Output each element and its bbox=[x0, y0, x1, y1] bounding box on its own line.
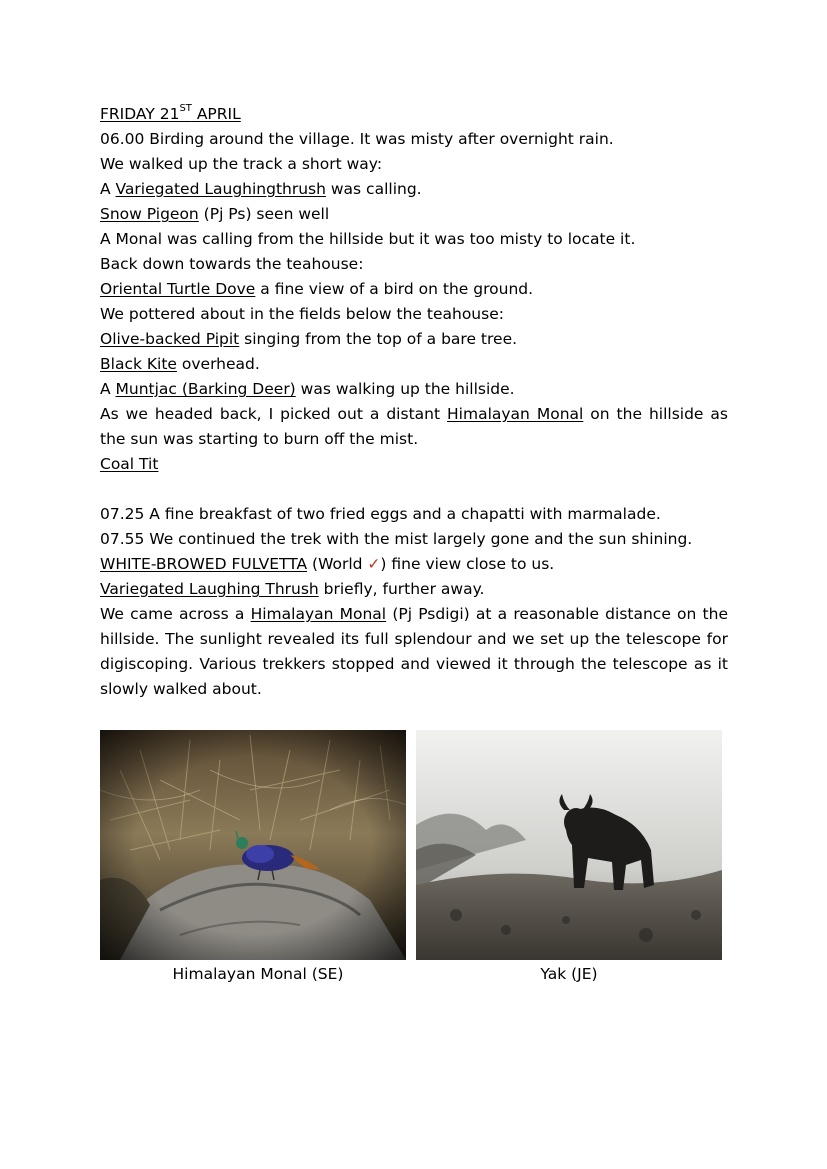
bird-name: WHITE-BROWED FULVETTA bbox=[100, 555, 308, 573]
text-line: We pottered about in the fields below the teahouse: bbox=[100, 305, 504, 323]
spacer bbox=[100, 477, 728, 502]
text-paragraph: We came across a Himalayan Monal (Pj Psdigi) at a reasonable distance on the hillside. The sunlight revealed its full splendour and we set up the telescope for digiscoping. Various trekkers stopped and viewed it through the telescope as it slowly walked about. bbox=[100, 605, 728, 698]
diary-entry bbox=[100, 102, 728, 702]
bird-name: Variegated Laughing Thrush bbox=[100, 580, 319, 598]
mammal-name: Muntjac (Barking Deer) bbox=[115, 380, 296, 398]
text-line: Oriental Turtle Dove a fine view of a bird on the ground. bbox=[100, 280, 534, 298]
text-line: Variegated Laughing Thrush briefly, further away. bbox=[100, 580, 485, 598]
text-line: 07.55 We continued the trek with the mist largely gone and the sun shining. bbox=[100, 530, 693, 548]
text-line: 07.25 A fine breakfast of two fried eggs and a chapatti with marmalade. bbox=[100, 505, 661, 523]
bird-name: Snow Pigeon bbox=[100, 205, 199, 223]
yak-photo bbox=[416, 730, 722, 960]
text-line: Back down towards the teahouse: bbox=[100, 255, 364, 273]
text-line: A Variegated Laughingthrush was calling. bbox=[100, 180, 422, 198]
bird-name: Coal Tit bbox=[100, 455, 159, 473]
text-line: Snow Pigeon (Pj Ps) seen well bbox=[100, 205, 330, 223]
text-paragraph: As we headed back, I picked out a distant Himalayan Monal on the hillside as the sun was starting to burn off the mist. bbox=[100, 405, 728, 448]
text-line: 06.00 Birding around the village. It was misty after overnight rain. bbox=[100, 130, 614, 148]
text-line: We walked up the track a short way: bbox=[100, 155, 383, 173]
tick-icon: ✓ bbox=[367, 555, 381, 573]
page-title: FRIDAY 21ST APRIL bbox=[100, 103, 241, 123]
monal-photo bbox=[100, 730, 406, 960]
bird-name: Olive-backed Pipit bbox=[100, 330, 240, 348]
text-line: WHITE-BROWED FULVETTA (World ✓) fine view close to us. bbox=[100, 555, 555, 573]
photo-caption: Yak (JE) bbox=[540, 965, 598, 983]
photo-caption: Himalayan Monal (SE) bbox=[172, 965, 344, 983]
bird-name: Himalayan Monal bbox=[250, 605, 387, 623]
text-line bbox=[100, 452, 728, 477]
bird-name: Oriental Turtle Dove bbox=[100, 280, 256, 298]
text-line: A Muntjac (Barking Deer) was walking up the hillside. bbox=[100, 380, 515, 398]
bird-name: Variegated Laughingthrush bbox=[115, 180, 326, 198]
text-line: Black Kite overhead. bbox=[100, 355, 260, 373]
bird-name: Black Kite bbox=[100, 355, 177, 373]
bird-name: Himalayan Monal bbox=[447, 405, 584, 423]
text-line: Olive-backed Pipit singing from the top of a bare tree. bbox=[100, 330, 518, 348]
text-line: A Monal was calling from the hillside but it was too misty to locate it. bbox=[100, 230, 636, 248]
